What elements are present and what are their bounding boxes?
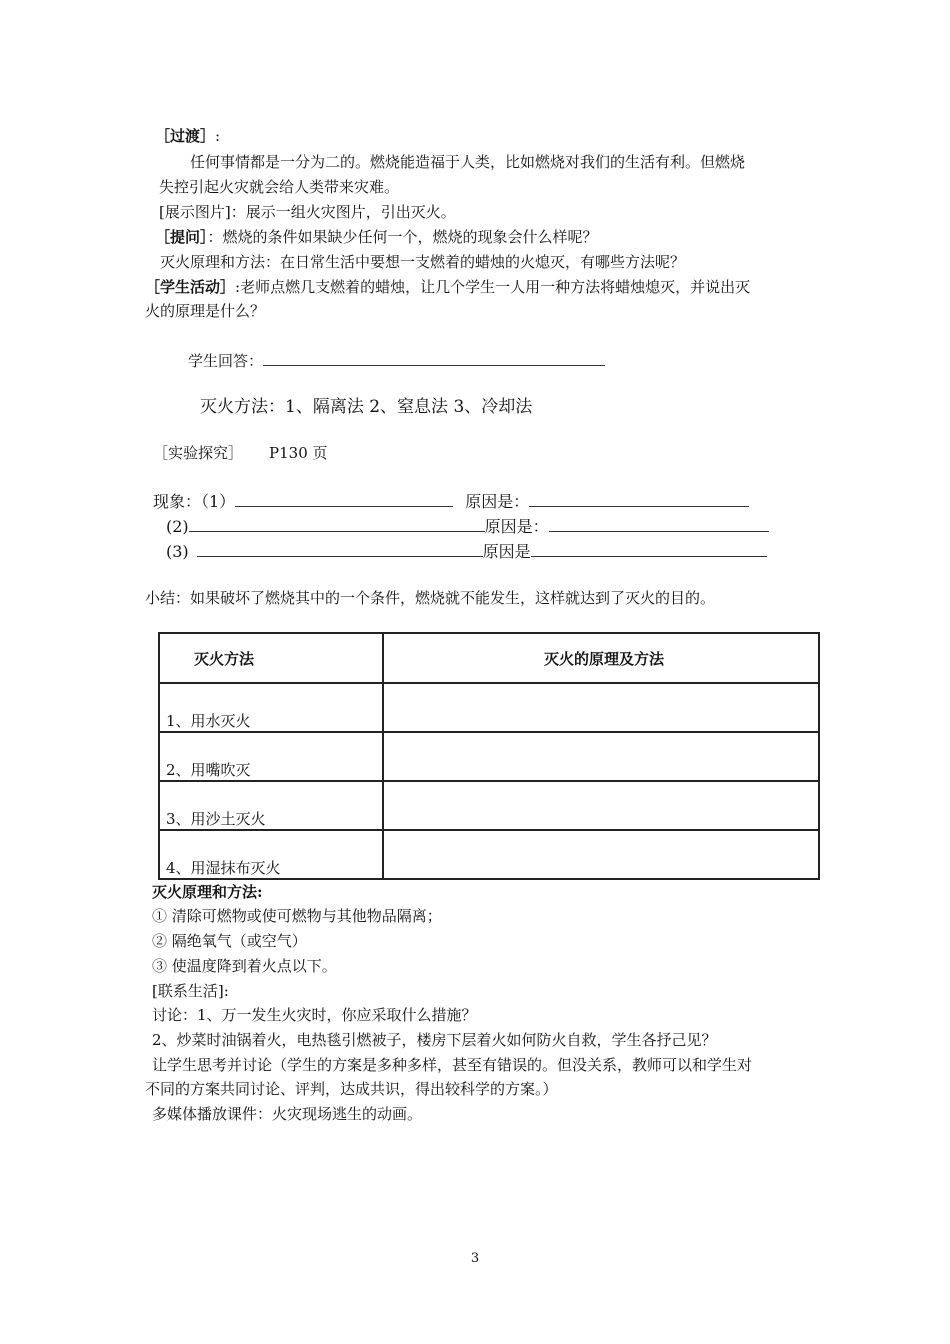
phenomenon-line-2 [166, 515, 769, 538]
principle-cell[interactable] [383, 781, 819, 830]
reason-label-1: 原因是： [465, 492, 530, 511]
principle-item: ② 隔绝氧气（或空气） [152, 932, 307, 950]
experiment-page: P130 页 [269, 444, 328, 462]
header-principle: 灭火的原理及方法 [383, 633, 819, 683]
extinguish-methods-table [158, 632, 820, 880]
table-row [159, 683, 819, 732]
question-label: ［提问］ [155, 228, 208, 246]
discussion-2: 2、炒菜时油锅着火，电热毯引燃被子，楼房下层着火如何防火自救，学生各抒己见？ [152, 1031, 717, 1049]
principle-intro: 灭火原理和方法：在日常生活中要想一支燃着的蜡烛的火熄灭，有哪些方法呢？ [160, 253, 686, 271]
principle-cell[interactable] [383, 683, 819, 732]
principle-item: ① 清除可燃物或使可燃物与其他物品隔离； [152, 907, 442, 925]
table-header-row [159, 633, 819, 683]
question-text: ：燃烧的条件如果缺少任何一个，燃烧的现象会什么样呢？ [207, 228, 598, 246]
student-answer-blank[interactable] [263, 349, 605, 366]
method-cell: 2、用嘴吹灭 [159, 732, 383, 781]
phenomenon-number-2: (2) [166, 517, 189, 536]
reason-blank-2[interactable] [549, 515, 769, 532]
phenomenon-line-3 [166, 540, 767, 563]
principle-item: ③ 使温度降到着火点以下。 [152, 957, 337, 975]
reason-label-2: 原因是： [484, 517, 549, 536]
life-label: [联系生活]: [152, 982, 229, 1000]
reason-blank-3[interactable] [531, 540, 767, 557]
student-activity-line1 [145, 276, 750, 298]
table-row [159, 830, 819, 879]
method-cell: 4、用湿抹布灭火 [159, 830, 383, 879]
table-row [159, 781, 819, 830]
transition-para-line2: 失控引起火灾就会给人类带来灾难。 [159, 178, 400, 196]
experiment-label: ［实验探究］ [153, 444, 244, 462]
transition-label: ［过渡］ [155, 127, 216, 145]
summary-text: 小结：如果破坏了燃烧其中的一个条件，燃烧就不能发生，这样就达到了灭火的目的。 [145, 589, 716, 607]
reason-blank-1[interactable] [529, 490, 749, 507]
phenomenon-blank-3[interactable] [197, 540, 483, 557]
think-line-2: 不同的方案共同讨论、评判，达成共识，得出较科学的方案。） [145, 1080, 558, 1098]
experiment-line [153, 442, 328, 464]
question-line [155, 226, 598, 248]
phenomenon-blank-2[interactable] [189, 515, 485, 532]
phenomenon-blank-1[interactable] [235, 490, 453, 507]
page-number: 3 [470, 1251, 480, 1266]
transition-suffix: : [215, 127, 221, 145]
principles-title: 灭火原理和方法: [152, 883, 263, 901]
phenomenon-line-1 [153, 490, 749, 513]
think-line-1: 让学生思考并讨论（学生的方案是多种多样，甚至有错误的。但没关系，教师可以和学生对 [152, 1056, 753, 1074]
transition-para-line1: 任何事情都是一分为二的。燃烧能造福于人类，比如燃烧对我们的生活有利。但燃烧 [190, 153, 746, 171]
student-answer-line [188, 349, 605, 372]
show-pictures-text: [展示图片]：展示一组火灾图片，引出灭火。 [159, 203, 456, 221]
discussion-1: 讨论：1、万一发生火灾时，你应采取什么措施？ [152, 1006, 477, 1024]
table-row [159, 732, 819, 781]
method-cell: 3、用沙土灭火 [159, 781, 383, 830]
method-cell: 1、用水灭火 [159, 683, 383, 732]
student-activity-line2: 火的原理是什么？ [145, 302, 266, 320]
phenomenon-number-3: (3) [166, 542, 189, 561]
student-activity-label: ［学生活动］ [145, 278, 236, 296]
multimedia-text: 多媒体播放课件：火灾现场逃生的动画。 [152, 1105, 423, 1123]
student-activity-text1: :老师点燃几支燃着的蜡烛，让几个学生一人用一种方法将蜡烛熄灭，并说出灭 [235, 278, 751, 296]
student-answer-label: 学生回答： [188, 352, 264, 370]
methods-summary: 灭火方法：1、隔离法 2、窒息法 3、冷却法 [200, 397, 533, 417]
principle-cell[interactable] [383, 732, 819, 781]
transition-heading [155, 125, 220, 147]
reason-label-3: 原因是 [482, 542, 531, 561]
phenomenon-prefix: 现象：（1） [153, 492, 236, 511]
header-method: 灭火方法 [159, 633, 383, 683]
principle-cell[interactable] [383, 830, 819, 879]
